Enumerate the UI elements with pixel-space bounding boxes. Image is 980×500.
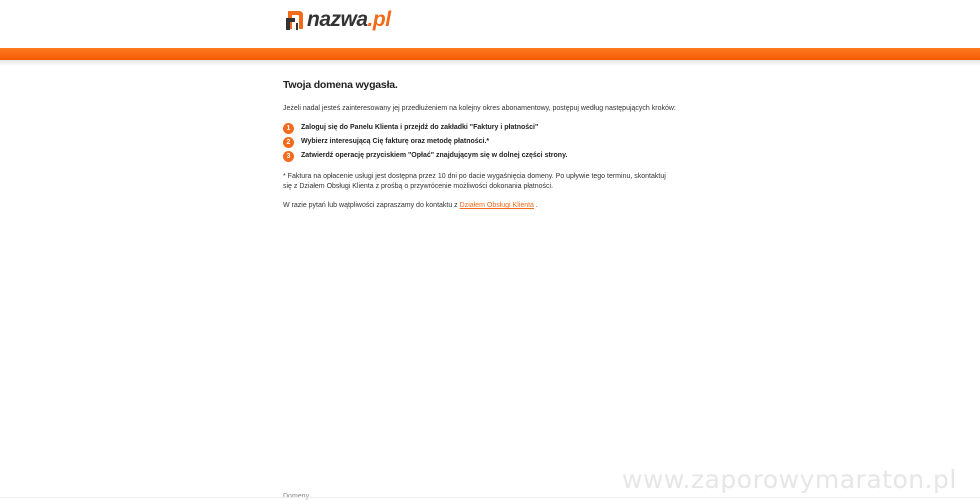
intro-text: Jeżeli nadal jesteś zainteresowany jej przedłużeniem na kolejny okres abonamentowy, postępuj według następujących kroków: (283, 105, 676, 112)
logo-text (307, 7, 391, 33)
step-number-badge: 1 (283, 123, 294, 134)
step-text: Zaloguj się do Panelu Klienta i przejdź do zakładki "Faktury i płatności" (301, 124, 539, 131)
logo-tld: .pl (367, 8, 391, 31)
invoice-note-line: * Faktura na opłacenie usługi jest dostępna przez 10 dni po dacie wygaśnięcia domeny. Po upływie tego terminu, skontaktuj (283, 173, 666, 180)
site-watermark: www.zaporowymaraton.pl (622, 465, 957, 494)
contact-suffix: . (535, 202, 538, 209)
logo-name: nazwa (307, 8, 368, 31)
header (0, 0, 980, 48)
step-item (283, 135, 703, 149)
step-text: Zatwierdź operację przyciskiem "Opłać" znajdującym się w dolnej części strony. (301, 152, 568, 159)
invoice-note-line: się z Działem Obsługi Klienta z prośbą o przywrócenie możliwości dokonania płatności. (283, 183, 554, 190)
logo-link[interactable] (285, 7, 391, 33)
step-item (283, 149, 703, 163)
expired-domain-message (283, 78, 703, 211)
customer-service-link[interactable]: Działem Obsługi Klienta (459, 202, 534, 209)
contact-text (283, 201, 703, 211)
step-number-badge: 2 (283, 137, 294, 148)
step-number-badge: 3 (283, 151, 294, 162)
invoice-note (283, 172, 693, 192)
footer-divider (0, 497, 980, 498)
header-accent-bar (0, 48, 980, 60)
nazwa-logo-icon (285, 9, 305, 31)
step-text: Wybierz interesującą Cię fakturę oraz metodę płatności.* (301, 138, 490, 145)
steps-list (283, 121, 703, 163)
contact-prefix: W razie pytań lub wątpliwości zapraszamy do kontaktu z (283, 202, 458, 209)
step-item (283, 121, 703, 135)
page-title: Twoja domena wygasła. (283, 79, 398, 91)
header-bar-shadow (0, 60, 980, 66)
